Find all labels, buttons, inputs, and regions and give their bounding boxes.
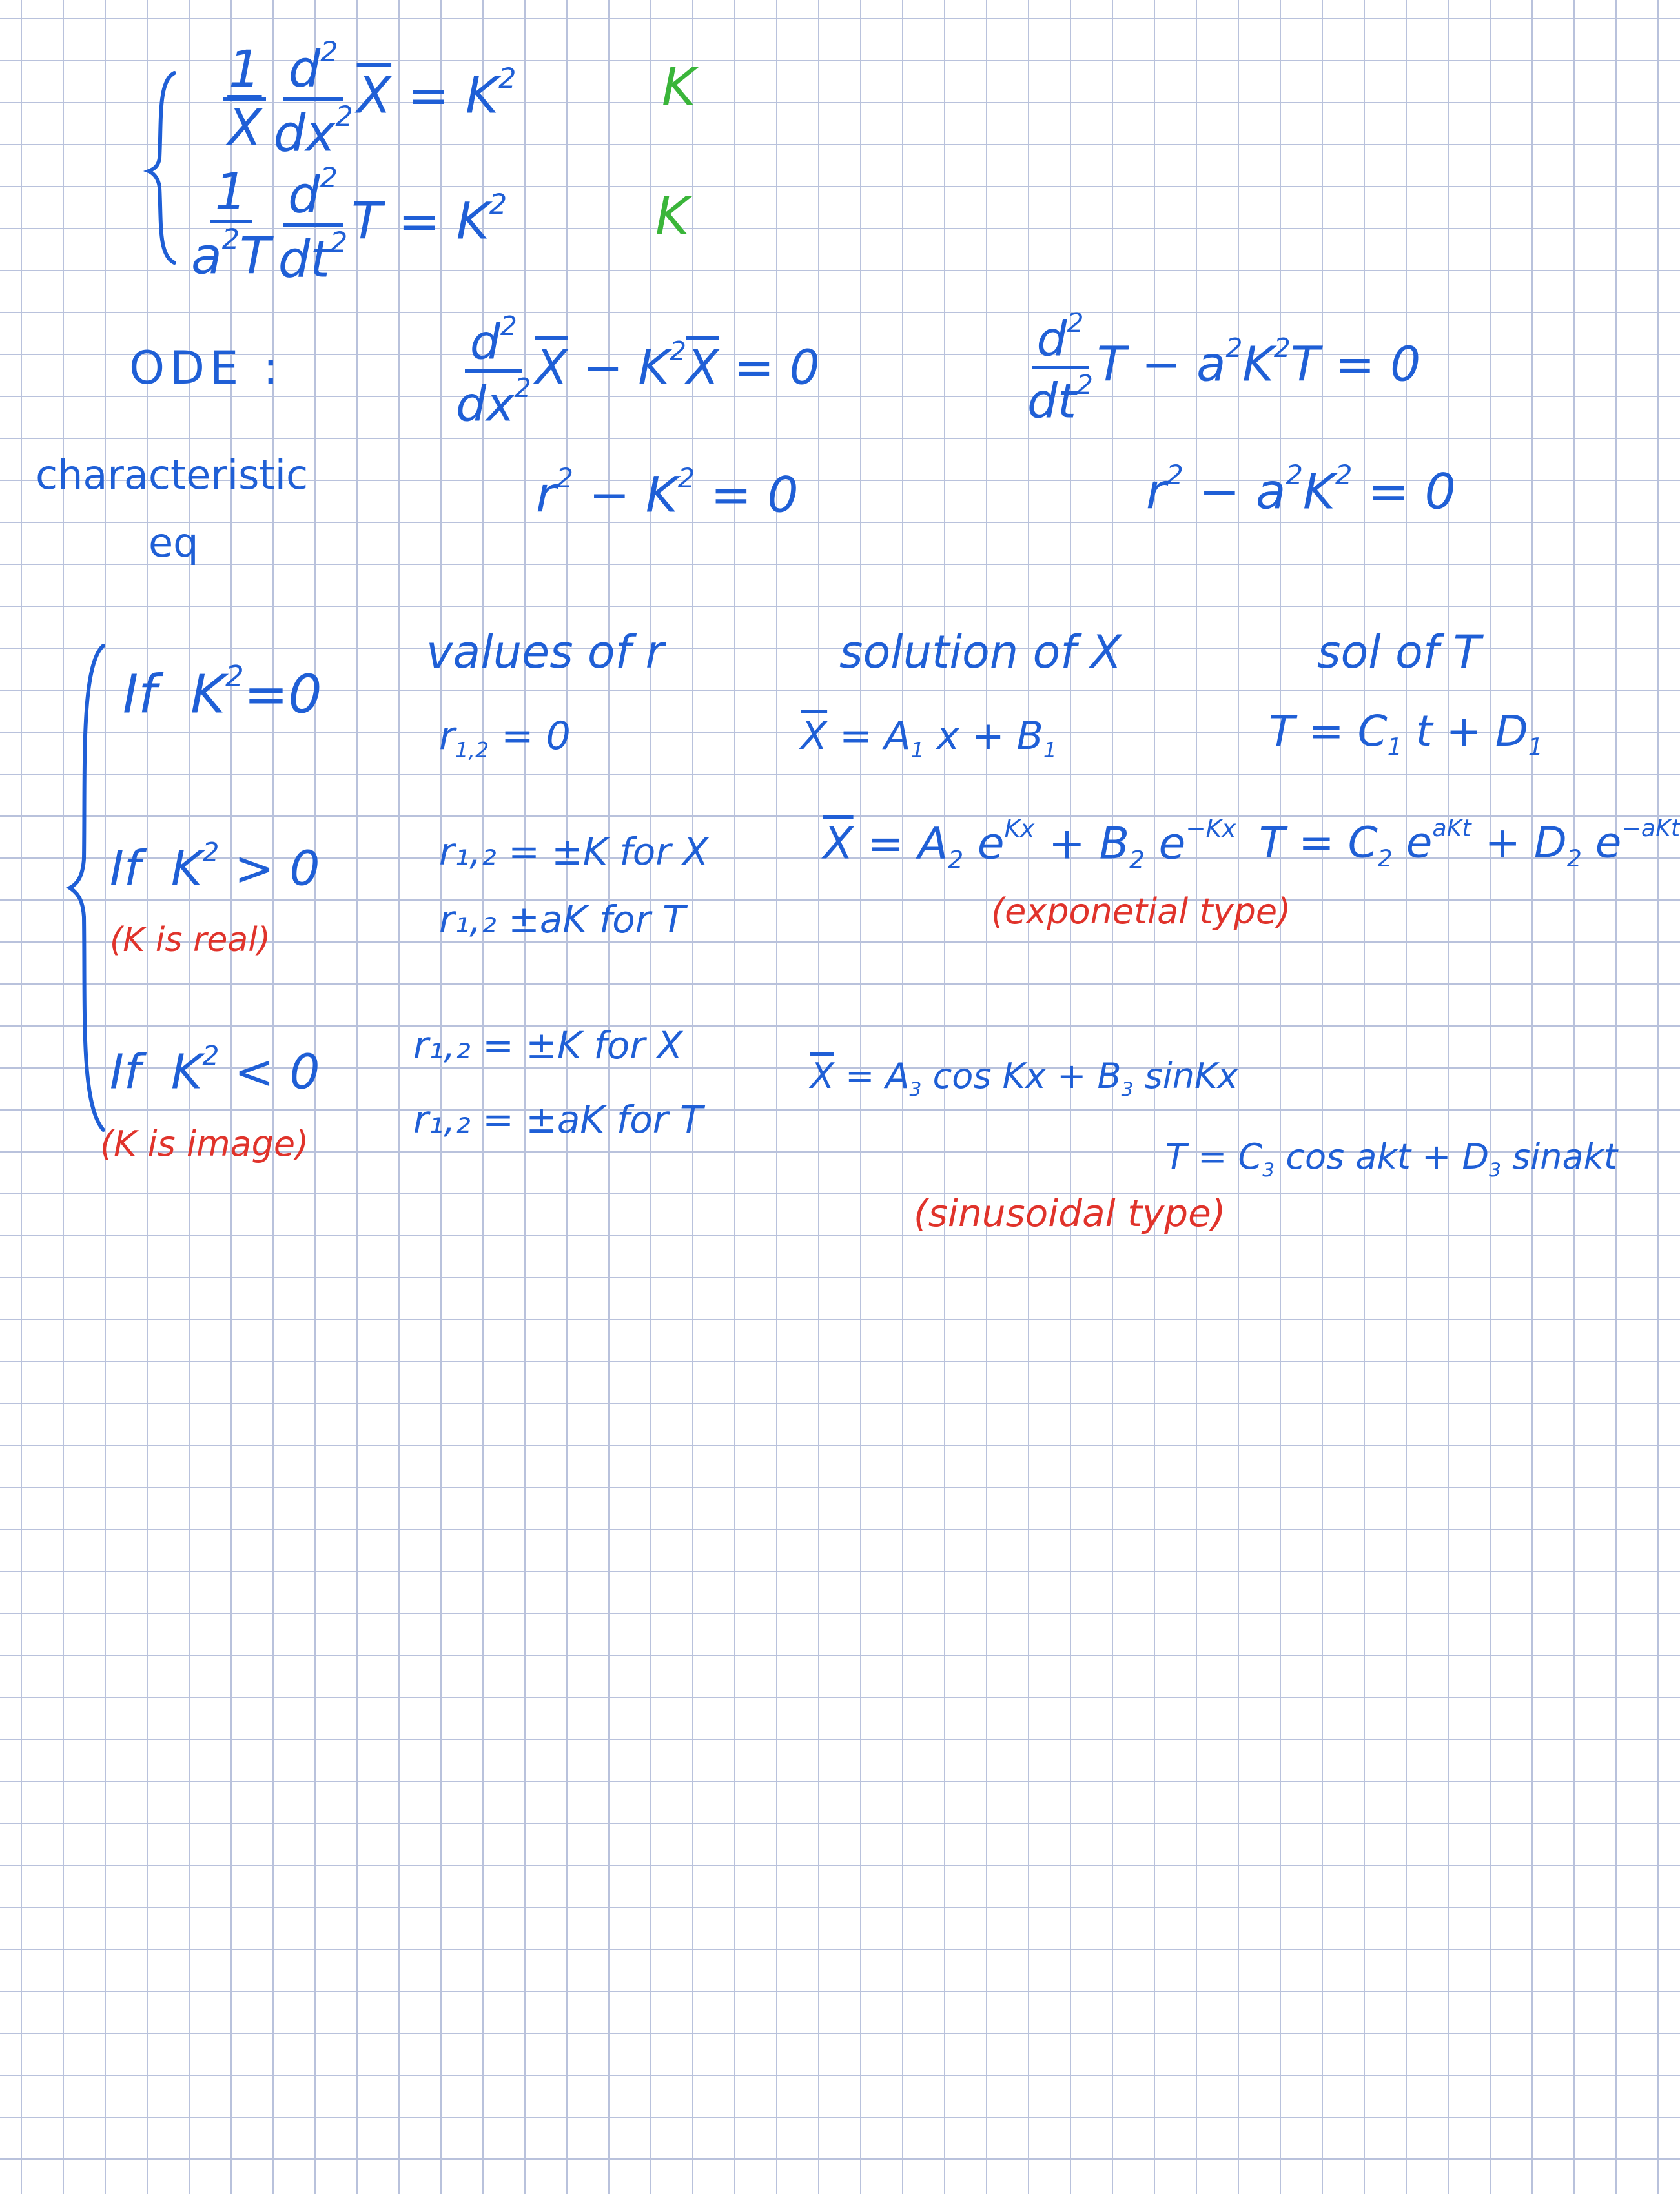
case-1-sol-x: $\overline{X} = A_1$ $x + B_1$: [801, 713, 1057, 763]
case-3-r-t: r₁,₂ = ±aK for T: [413, 1098, 703, 1142]
case-2-sol-t: $T = C_2$ $e^{aKt} + D_2$ $e^{-aKt}$: [1259, 814, 1680, 872]
case-2-r-t: r₁,₂ ±aK for T: [439, 897, 686, 941]
ode-t-equation: $\frac{d^2}{dt^2}$ $T - a^2K^2T = 0$: [1027, 307, 1421, 429]
case-2-type: (exponetial type): [991, 891, 1291, 932]
case-1-sol-t: $T = C_1$ $t + D_1$: [1269, 706, 1543, 761]
separated-t-equation: $\frac{1}{a^2T}$ $\frac{d^2}{dt^2}$ $T = K^2$: [191, 162, 507, 289]
separated-x-equation: $\frac{1}{X}$ $\frac{d^2}{dx^2}$ $\overline{X} = K^2$: [220, 39, 516, 159]
system-brace: [145, 68, 184, 268]
header-values-of-r: values of r: [426, 626, 664, 679]
separation-constant-x: K: [662, 57, 696, 117]
cases-brace: [65, 639, 110, 1136]
case-2-r-x: r₁,₂ = ±K for X: [439, 830, 709, 874]
header-sol-t: sol of T: [1317, 626, 1481, 679]
characteristic-label: characteristic: [36, 451, 309, 498]
case-2-note: (K is real): [110, 921, 271, 959]
case-3-condition: If $K^2 < 0$: [110, 1040, 320, 1100]
case-3-sol-t: $T = C_3$ cos akt + $D_3$ sinakt: [1165, 1136, 1618, 1182]
case-3-note: (K is image): [100, 1123, 309, 1164]
characteristic-t-equation: $r^2 - a^2K^2 = 0$: [1146, 459, 1456, 520]
separation-constant-t: K: [655, 186, 690, 246]
case-3-sol-x: $\overline{X} = A_3$ $\cos Kx + B_3$ sinKx: [810, 1056, 1238, 1101]
ode-label: ODE :: [129, 342, 284, 395]
case-2-condition: If $K^2 > 0$: [110, 837, 320, 897]
characteristic-x-equation: $r^2 - K^2 = 0$: [536, 462, 799, 524]
ode-x-equation: $\frac{d^2}{dx^2}$ $\overline{X} - K^2\overline{X} = 0$: [456, 311, 820, 433]
case-3-r-x: r₁,₂ = ±K for X: [413, 1023, 683, 1067]
case-1-condition: If $K^2=0$: [123, 659, 322, 726]
case-3-type: (sinusoidal type): [914, 1191, 1226, 1235]
header-solution-x: solution of X: [839, 626, 1122, 679]
case-1-r: $r_{1,2} = 0$: [439, 713, 571, 763]
case-2-sol-x: $\overline{X} = A_2$ $e^{Kx} + B_2$ $e^{-Kx}$: [823, 814, 1236, 874]
characteristic-label-eq: eq: [149, 519, 199, 566]
